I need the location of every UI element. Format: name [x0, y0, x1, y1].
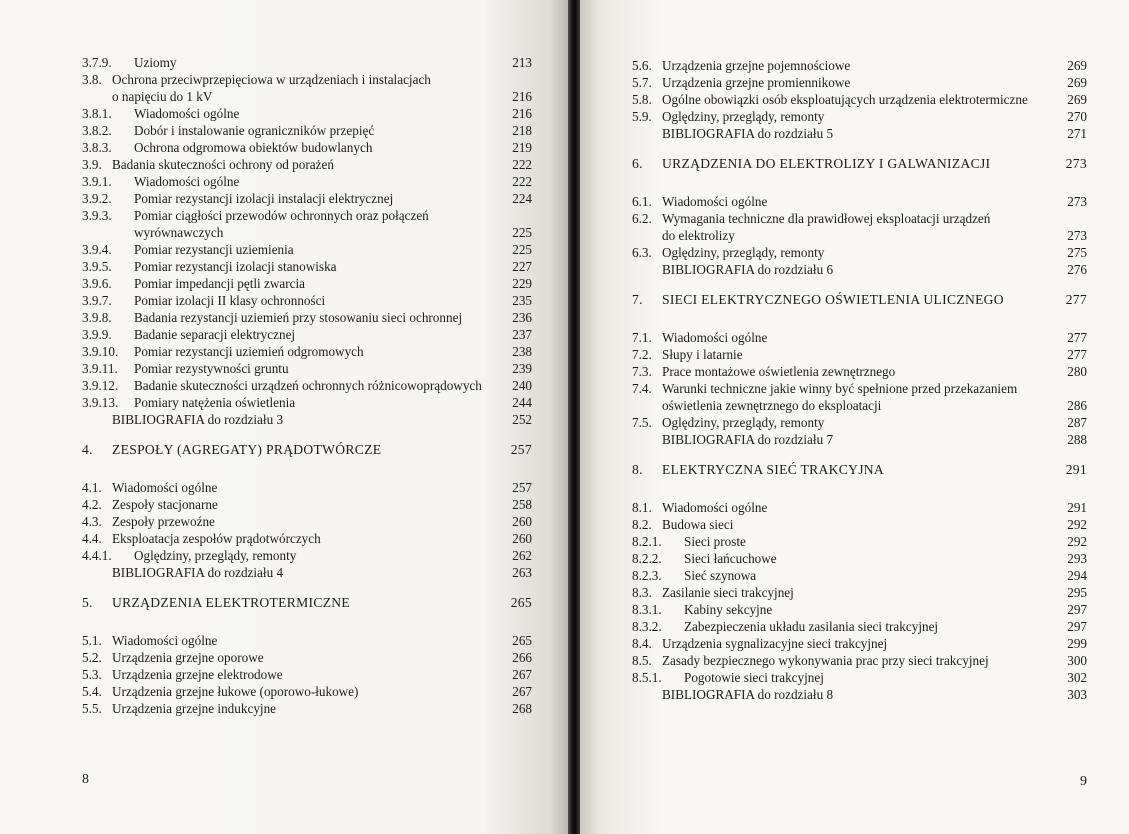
toc-entry-title: Sieci proste — [684, 534, 746, 549]
toc-entry-number: 6.3. — [632, 245, 652, 260]
toc-entry — [632, 380, 1087, 414]
toc-entry-page: 237 — [512, 327, 532, 342]
toc-entry-title: Pomiary natężenia oświetlenia — [134, 395, 296, 410]
toc-entry-number: 8.2.3. — [632, 568, 662, 583]
toc-entry-page: 216 — [512, 89, 532, 104]
toc-entry-number: 3.9.1. — [82, 174, 112, 189]
toc-bibliography-entry — [632, 686, 1087, 703]
toc-entry-title: BIBLIOGRAFIA do rozdziału 3 — [112, 412, 284, 427]
toc-entry-number: 3.7.9. — [82, 55, 112, 70]
toc-entry-number: 6.2. — [632, 211, 652, 226]
toc-entry-title: Słupy i latarnie — [662, 347, 743, 362]
toc-entry-page: 224 — [512, 191, 532, 206]
toc-entry — [82, 190, 532, 207]
toc-entry-title: Pogotowie sieci trakcyjnej — [684, 670, 824, 685]
toc-entry-title: ZESPOŁY (AGREGATY) PRĄDOTWÓRCZE — [112, 442, 382, 457]
toc-entry-number: 3.8.3. — [82, 140, 112, 155]
toc-entry-number: 3.9.9. — [82, 327, 112, 342]
toc-entry-page: 277 — [1067, 330, 1087, 345]
toc-entry-number: 8.2. — [632, 517, 652, 532]
toc-entry-page: 269 — [1067, 75, 1087, 90]
toc-entry — [82, 666, 532, 683]
toc-entry-number: 3.8.2. — [82, 123, 112, 138]
toc-entry-page: 297 — [1067, 602, 1087, 617]
toc-entry-page: 302 — [1067, 670, 1087, 685]
toc-entry-number: 3.9.3. — [82, 208, 112, 223]
toc-entry — [82, 173, 532, 190]
toc-entry-title: Kabiny sekcyjne — [684, 602, 773, 617]
toc-entry-page: 280 — [1067, 364, 1087, 379]
toc-entry — [82, 105, 532, 122]
toc-entry-page: 239 — [512, 361, 532, 376]
toc-entry-number: 5.9. — [632, 109, 652, 124]
toc-entry-title: Wiadomości ogólne — [112, 633, 218, 648]
toc-entry-page: 222 — [512, 174, 532, 189]
toc-entry-number: 7.1. — [632, 330, 652, 345]
toc-entry — [82, 394, 532, 411]
toc-entry-page: 297 — [1067, 619, 1087, 634]
toc-entry — [632, 346, 1087, 363]
toc-entry-title: Wiadomości ogólne — [112, 480, 218, 495]
toc-entry-page: 267 — [512, 667, 532, 682]
toc-entry-page: 219 — [512, 140, 532, 155]
toc-entry-title: BIBLIOGRAFIA do rozdziału 5 — [662, 126, 834, 141]
toc-entry-number: 4.3. — [82, 514, 102, 529]
toc-entry — [82, 156, 532, 173]
toc-entry-number: 7.5. — [632, 415, 652, 430]
toc-entry — [82, 632, 532, 649]
toc-entry — [82, 683, 532, 700]
toc-entry — [632, 499, 1087, 516]
toc-entry-title: Oględziny, przeglądy, remonty — [662, 415, 825, 430]
toc-entry-number: 8.5. — [632, 653, 652, 668]
toc-entry-title: Badania skuteczności ochrony od porażeń — [112, 157, 334, 172]
toc-entry — [82, 275, 532, 292]
toc-entry — [632, 652, 1087, 669]
toc-entry-title: URZĄDZENIA ELEKTROTERMICZNE — [112, 595, 351, 610]
toc-entry — [632, 244, 1087, 261]
toc-entry-title: URZĄDZENIA DO ELEKTROLIZY I GALWANIZACJI — [662, 156, 991, 171]
toc-entry — [632, 533, 1087, 550]
toc-entry-number: 4.4.1. — [82, 548, 112, 563]
toc-entry — [632, 193, 1087, 210]
toc-entry-title: Badanie skuteczności urządzeń ochronnych różnicowoprądowych — [134, 378, 482, 393]
toc-entry-title: Pomiar rezystancji uziemienia — [134, 242, 294, 257]
toc-entry-title: Oględziny, przeglądy, remonty — [662, 109, 825, 124]
toc-entry-title: Badania rezystancji uziemień przy stosowaniu sieci ochronnej — [134, 310, 463, 325]
toc-bibliography-entry — [82, 411, 532, 428]
toc-entry — [632, 669, 1087, 686]
toc-entry-number: 8.5.1. — [632, 670, 662, 685]
toc-entry-page: 291 — [1067, 500, 1087, 515]
toc-entry-number: 4.1. — [82, 480, 102, 495]
toc-entry — [632, 601, 1087, 618]
toc-entry-number: 5.6. — [632, 58, 652, 73]
toc-entry-page: 236 — [512, 310, 532, 325]
toc-entry-title: Ochrona odgromowa obiektów budowlanych — [134, 140, 373, 155]
toc-entry-number: 8. — [632, 462, 643, 477]
toc-bibliography-entry — [632, 261, 1087, 278]
toc-entry-page: 273 — [1065, 156, 1087, 171]
toc-entry-page: 292 — [1067, 517, 1087, 532]
toc-entry-page: 262 — [512, 548, 532, 563]
toc-entry-number: 8.1. — [632, 500, 652, 515]
toc-entry — [82, 207, 532, 241]
toc-entry-title: Urządzenia grzejne indukcyjne — [112, 701, 277, 716]
toc-entry — [82, 479, 532, 496]
toc-entry-title: Urządzenia grzejne pojemnościowe — [662, 58, 851, 73]
toc-entry — [632, 74, 1087, 91]
toc-entry-title: Oględziny, przeglądy, remonty — [134, 548, 297, 563]
toc-entry-page: 293 — [1067, 551, 1087, 566]
toc-entry-number: 5.1. — [82, 633, 102, 648]
toc-entry-page: 225 — [512, 225, 532, 240]
toc-entry — [632, 618, 1087, 635]
book-gutter — [568, 0, 580, 834]
toc-entry-title: Zabezpieczenia układu zasilania sieci trakcyjnej — [684, 619, 939, 634]
toc-entry-page: 292 — [1067, 534, 1087, 549]
toc-entry-number: 3.9.7. — [82, 293, 112, 308]
toc-entry-title: Zespoły stacjonarne — [112, 497, 218, 512]
toc-entry-page: 287 — [1067, 415, 1087, 430]
toc-entry-title: Urządzenia sygnalizacyjne sieci trakcyjnej — [662, 636, 888, 651]
toc-entry — [632, 91, 1087, 108]
toc-entry-title: Pomiar rezystancji izolacji instalacji elektrycznej — [134, 191, 394, 206]
toc-bibliography-entry — [632, 125, 1087, 142]
toc-entry-title: ELEKTRYCZNA SIEĆ TRAKCYJNA — [662, 462, 885, 477]
toc-entry — [632, 329, 1087, 346]
toc-entry-title: Wiadomości ogólne — [662, 194, 768, 209]
toc-chapter-heading — [82, 594, 532, 611]
toc-entry-title: Zasilanie sieci trakcyjnej — [662, 585, 794, 600]
toc-entry — [632, 363, 1087, 380]
toc-entry-title: Badanie separacji elektrycznej — [134, 327, 296, 342]
toc-entry-number: 8.3.1. — [632, 602, 662, 617]
toc-entry — [82, 139, 532, 156]
toc-entry — [82, 496, 532, 513]
toc-entry — [82, 360, 532, 377]
toc-entry-number: 5.7. — [632, 75, 652, 90]
toc-entry-page: 268 — [512, 701, 532, 716]
toc-entry-number: 8.3.2. — [632, 619, 662, 634]
toc-entry-title: Urządzenia grzejne łukowe (oporowo-łukowe) — [112, 684, 359, 699]
toc-entry — [632, 584, 1087, 601]
toc-entry-page: 257 — [510, 442, 532, 457]
toc-entry-title: Pomiar rezystancji izolacji stanowiska — [134, 259, 337, 274]
toc-entry-title: Urządzenia grzejne elektrodowe — [112, 667, 283, 682]
toc-entry — [82, 343, 532, 360]
toc-entry-page: 271 — [1067, 126, 1087, 141]
toc-entry — [82, 241, 532, 258]
toc-entry-page: 269 — [1067, 92, 1087, 107]
toc-entry-page: 265 — [510, 595, 532, 610]
toc-entry-title: Wiadomości ogólne — [662, 330, 768, 345]
toc-entry-page: 263 — [512, 565, 532, 580]
toc-entry — [82, 700, 532, 717]
toc-entry — [632, 414, 1087, 431]
toc-entry — [632, 210, 1087, 244]
toc-entry-number: 3.9.8. — [82, 310, 112, 325]
toc-entry — [82, 530, 532, 547]
toc-entry — [82, 649, 532, 666]
toc-entry-title: Uziomy — [134, 55, 177, 70]
toc-entry-title: BIBLIOGRAFIA do rozdziału 8 — [662, 687, 834, 702]
toc-entry-page: 265 — [512, 633, 532, 648]
toc-entry-number: 6. — [632, 156, 643, 171]
toc-entry-page: 303 — [1067, 687, 1087, 702]
toc-entry-page: 252 — [512, 412, 532, 427]
page-number-left: 8 — [82, 772, 89, 787]
toc-entry — [82, 54, 532, 71]
toc-entry — [82, 122, 532, 139]
toc-entry-number: 3.9.5. — [82, 259, 112, 274]
toc-entry — [82, 292, 532, 309]
toc-entry — [82, 513, 532, 530]
toc-entry-page: 273 — [1067, 228, 1087, 243]
toc-entry-number: 8.2.1. — [632, 534, 662, 549]
toc-entry-title: Warunki techniczne jakie winny być spełnione przed przekazaniem oświetlenia zewnętrznego do eksploatacji — [662, 381, 1018, 413]
toc-entry-page: 266 — [512, 650, 532, 665]
toc-entry-title: Wiadomości ogólne — [662, 500, 768, 515]
toc-entry-title: Pomiar impedancji pętli zwarcia — [134, 276, 306, 291]
toc-entry-number: 4.4. — [82, 531, 102, 546]
toc-entry — [632, 516, 1087, 533]
toc-entry-number: 7.2. — [632, 347, 652, 362]
toc-entry-title: Ochrona przeciwprzepięciowa w urządzeniach i instalacjach o napięciu do 1 kV — [112, 72, 431, 104]
toc-entry-number: 3.9.2. — [82, 191, 112, 206]
toc-entry-page: 275 — [1067, 245, 1087, 260]
toc-bibliography-entry — [82, 564, 532, 581]
toc-entry — [82, 547, 532, 564]
right-page — [580, 0, 1129, 834]
toc-entry-page: 288 — [1067, 432, 1087, 447]
toc-entry — [632, 108, 1087, 125]
toc-entry-title: Ogólne obowiązki osób eksploatujących urządzenia elektrotermiczne — [662, 92, 1028, 107]
toc-entry-page: 216 — [512, 106, 532, 121]
table-of-contents-right — [632, 57, 1087, 703]
toc-chapter-heading — [632, 291, 1087, 308]
toc-entry-page: 235 — [512, 293, 532, 308]
toc-entry-number: 3.9.12. — [82, 378, 119, 393]
toc-entry-title: Urządzenia grzejne oporowe — [112, 650, 264, 665]
toc-entry-page: 213 — [512, 55, 532, 70]
toc-entry — [82, 309, 532, 326]
toc-entry-page: 277 — [1067, 347, 1087, 362]
toc-entry-number: 3.9.6. — [82, 276, 112, 291]
toc-entry-number: 5.2. — [82, 650, 102, 665]
toc-chapter-heading — [632, 155, 1087, 172]
toc-entry-number: 6.1. — [632, 194, 652, 209]
toc-entry-number: 3.9. — [82, 157, 102, 172]
toc-entry-page: 257 — [512, 480, 532, 495]
toc-entry-number: 3.9.11. — [82, 361, 118, 376]
toc-entry-number: 3.9.4. — [82, 242, 112, 257]
toc-entry-number: 4.2. — [82, 497, 102, 512]
toc-entry-title: Wiadomości ogólne — [134, 174, 240, 189]
toc-entry-title: Zespoły przewoźne — [112, 514, 215, 529]
toc-entry — [632, 57, 1087, 74]
toc-entry-number: 7. — [632, 292, 643, 307]
toc-entry-number: 5. — [82, 595, 93, 610]
toc-entry — [82, 326, 532, 343]
toc-entry-title: Budowa sieci — [662, 517, 734, 532]
toc-entry-number: 8.2.2. — [632, 551, 662, 566]
toc-entry-title: Urządzenia grzejne promiennikowe — [662, 75, 851, 90]
toc-entry-page: 258 — [512, 497, 532, 512]
toc-entry-page: 260 — [512, 531, 532, 546]
toc-entry-page: 260 — [512, 514, 532, 529]
toc-entry-title: Dobór i instalowanie ograniczników przepięć — [134, 123, 375, 138]
toc-entry-page: 286 — [1067, 398, 1087, 413]
toc-entry-page: 238 — [512, 344, 532, 359]
toc-bibliography-entry — [632, 431, 1087, 448]
toc-entry-page: 294 — [1067, 568, 1087, 583]
toc-entry-title: Zasady bezpiecznego wykonywania prac przy sieci trakcyjnej — [662, 653, 989, 668]
toc-entry-number: 7.4. — [632, 381, 652, 396]
toc-entry-page: 277 — [1065, 292, 1087, 307]
toc-entry-page: 273 — [1067, 194, 1087, 209]
toc-entry-page: 244 — [512, 395, 532, 410]
toc-entry-page: 218 — [512, 123, 532, 138]
toc-entry-number: 3.8. — [82, 72, 102, 87]
toc-entry-title: BIBLIOGRAFIA do rozdziału 7 — [662, 432, 834, 447]
toc-entry-number: 3.8.1. — [82, 106, 112, 121]
toc-entry-page: 299 — [1067, 636, 1087, 651]
toc-entry-page: 291 — [1065, 462, 1087, 477]
toc-entry-page: 269 — [1067, 58, 1087, 73]
toc-entry-page: 225 — [512, 242, 532, 257]
toc-entry-title: Sieć szynowa — [684, 568, 757, 583]
toc-entry-page: 222 — [512, 157, 532, 172]
toc-entry — [632, 550, 1087, 567]
toc-entry-page: 300 — [1067, 653, 1087, 668]
toc-entry-number: 3.9.10. — [82, 344, 119, 359]
toc-entry-page: 240 — [512, 378, 532, 393]
toc-entry-page: 270 — [1067, 109, 1087, 124]
toc-entry-page: 276 — [1067, 262, 1087, 277]
toc-chapter-heading — [632, 461, 1087, 478]
toc-entry — [82, 258, 532, 275]
toc-entry-page: 295 — [1067, 585, 1087, 600]
toc-entry-title: Wymagania techniczne dla prawidłowej eksploatacji urządzeń do elektrolizy — [662, 211, 991, 243]
toc-entry-number: 8.4. — [632, 636, 652, 651]
toc-entry-number: 5.3. — [82, 667, 102, 682]
toc-entry — [632, 635, 1087, 652]
toc-entry-number: 5.4. — [82, 684, 102, 699]
table-of-contents-left — [82, 54, 532, 717]
toc-entry-number: 7.3. — [632, 364, 652, 379]
toc-entry — [82, 71, 532, 105]
toc-entry — [82, 377, 532, 394]
toc-entry-page: 267 — [512, 684, 532, 699]
toc-entry-title: BIBLIOGRAFIA do rozdziału 6 — [662, 262, 834, 277]
toc-entry-page: 229 — [512, 276, 532, 291]
toc-entry-title: BIBLIOGRAFIA do rozdziału 4 — [112, 565, 284, 580]
toc-entry-title: Pomiar izolacji II klasy ochronności — [134, 293, 326, 308]
toc-entry-number: 3.9.13. — [82, 395, 119, 410]
toc-entry-title: Wiadomości ogólne — [134, 106, 240, 121]
toc-entry-title: Pomiar rezystywności gruntu — [134, 361, 289, 376]
toc-entry-title: Pomiar rezystancji uziemień odgromowych — [134, 344, 364, 359]
page-number-right: 9 — [1080, 774, 1087, 789]
toc-entry — [632, 567, 1087, 584]
toc-entry-title: Pomiar ciągłości przewodów ochronnych oraz połączeń wyrównawczych — [134, 208, 429, 240]
toc-entry-title: SIECI ELEKTRYCZNEGO OŚWIETLENIA ULICZNEGO — [662, 292, 1004, 307]
toc-entry-number: 4. — [82, 442, 93, 457]
toc-entry-page: 227 — [512, 259, 532, 274]
toc-entry-title: Prace montażowe oświetlenia zewnętrznego — [662, 364, 896, 379]
toc-chapter-heading — [82, 441, 532, 458]
toc-entry-title: Oględziny, przeglądy, remonty — [662, 245, 825, 260]
toc-entry-number: 5.5. — [82, 701, 102, 716]
toc-entry-title: Sieci łańcuchowe — [684, 551, 777, 566]
toc-entry-number: 8.3. — [632, 585, 652, 600]
toc-entry-title: Eksploatacja zespołów prądotwórczych — [112, 531, 321, 546]
toc-entry-number: 5.8. — [632, 92, 652, 107]
